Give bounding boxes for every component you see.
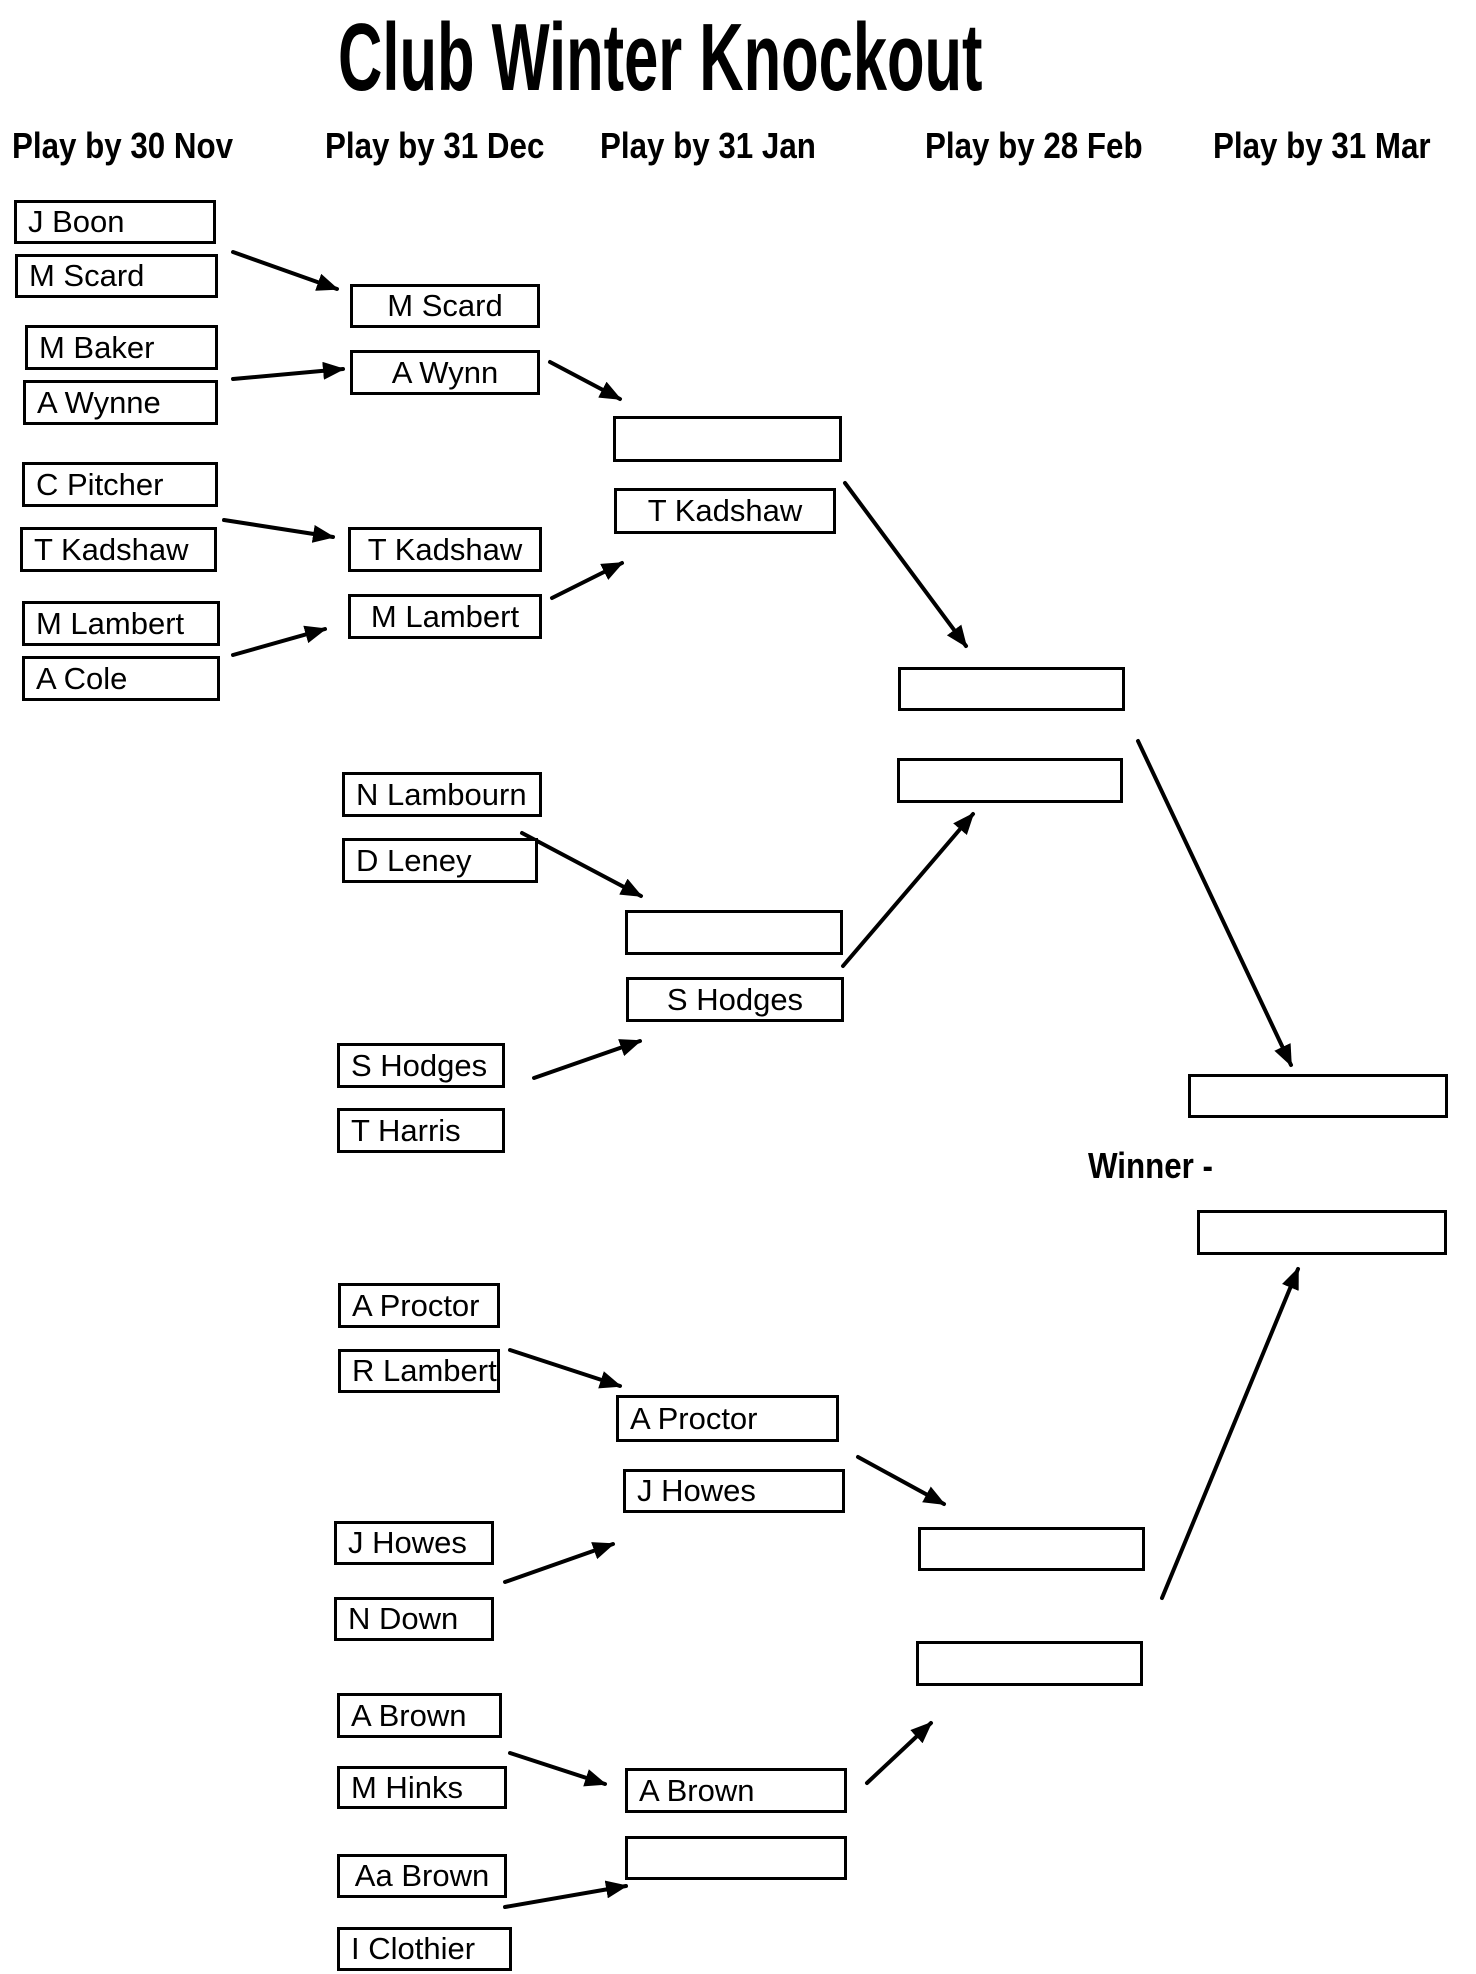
arrow-kadshaw-to-semifinal [845,483,966,646]
arrow-boon-vs-scard-winner [233,252,337,289]
arrow-howes-to-semifinal [858,1457,944,1504]
slot-r2-t-kadshaw: T Kadshaw [348,527,542,572]
page-title: Club Winter Knockout [338,4,983,111]
slot-r4-semi1-bottom [897,758,1123,803]
header-play-by-28-feb: Play by 28 Feb [925,125,1143,166]
slot-r3-qf1-blank [613,416,842,462]
slot-r2-t-harris: T Harris [337,1108,505,1153]
slot-final-top [1188,1074,1448,1118]
slot-r3-s-hodges: S Hodges [626,977,844,1022]
header-play-by-31-dec: Play by 31 Dec [325,125,545,166]
slot-final-bottom [1197,1210,1447,1255]
arrow-kadshaw-vs-lambert-winner [552,563,622,598]
arrow-semifinal2-to-final [1162,1269,1298,1598]
slot-r2-d-leney: D Leney [342,838,538,883]
slot-r2-i-clothier: I Clothier [337,1927,512,1971]
arrow-proctor-vs-lambert-winner [510,1350,620,1386]
winner-label: Winner - [1088,1145,1213,1186]
slot-r1-t-kadshaw: T Kadshaw [20,527,217,572]
slot-r2-m-hinks: M Hinks [337,1766,507,1809]
arrow-hodges-vs-harris-winner [534,1041,640,1078]
slot-r2-m-scard: M Scard [350,284,540,328]
arrow-aabrown-vs-clothier-winner [505,1886,626,1907]
slot-r3-a-proctor: A Proctor [616,1395,839,1442]
slot-r1-a-cole: A Cole [22,656,220,701]
slot-r3-qf4-blank [625,1836,847,1880]
arrow-lambourn-vs-leney-winner [522,833,641,896]
slot-r4-semi1-top [898,667,1125,711]
slot-r3-a-brown: A Brown [625,1768,847,1813]
slot-r2-n-down: N Down [334,1597,494,1641]
slot-r2-a-wynn: A Wynn [350,350,540,395]
arrow-brown-vs-hinks-winner [510,1753,605,1784]
slot-r1-m-lambert: M Lambert [22,601,220,646]
arrow-lambert-vs-cole-winner [233,629,325,655]
slot-r3-j-howes: J Howes [623,1469,845,1513]
slot-r2-n-lambourn: N Lambourn [342,772,542,817]
arrow-hodges-to-semifinal [843,814,973,966]
slot-r2-m-lambert: M Lambert [348,594,542,639]
arrow-brown-to-semifinal [867,1723,931,1783]
arrow-baker-vs-wynne-winner [233,369,343,379]
slot-r2-aa-brown: Aa Brown [337,1854,507,1898]
slot-r3-t-kadshaw: T Kadshaw [614,488,836,534]
slot-r4-semi2-top [918,1527,1145,1571]
slot-r2-a-proctor: A Proctor [338,1283,500,1328]
arrow-semifinal1-to-final [1138,741,1291,1065]
slot-r2-r-lambert: R Lambert [338,1349,500,1393]
slot-r1-m-baker: M Baker [25,325,218,370]
header-play-by-31-mar: Play by 31 Mar [1213,125,1431,166]
slot-r3-qf2-blank [625,910,843,955]
arrow-scard-vs-wynn-winner [550,362,620,399]
slot-r1-j-boon: J Boon [14,200,216,244]
slot-r1-m-scard: M Scard [15,254,218,298]
slot-r2-j-howes: J Howes [334,1521,494,1565]
header-play-by-31-jan: Play by 31 Jan [600,125,816,166]
slot-r1-c-pitcher: C Pitcher [22,462,218,507]
slot-r1-a-wynne: A Wynne [23,380,218,425]
slot-r2-s-hodges: S Hodges [337,1043,505,1088]
header-play-by-30-nov: Play by 30 Nov [12,125,234,166]
slot-r2-a-brown: A Brown [337,1693,502,1738]
arrow-howes-vs-down-winner [505,1544,613,1582]
arrow-pitcher-vs-kadshaw-winner [224,520,333,537]
slot-r4-semi2-bottom [916,1641,1143,1686]
